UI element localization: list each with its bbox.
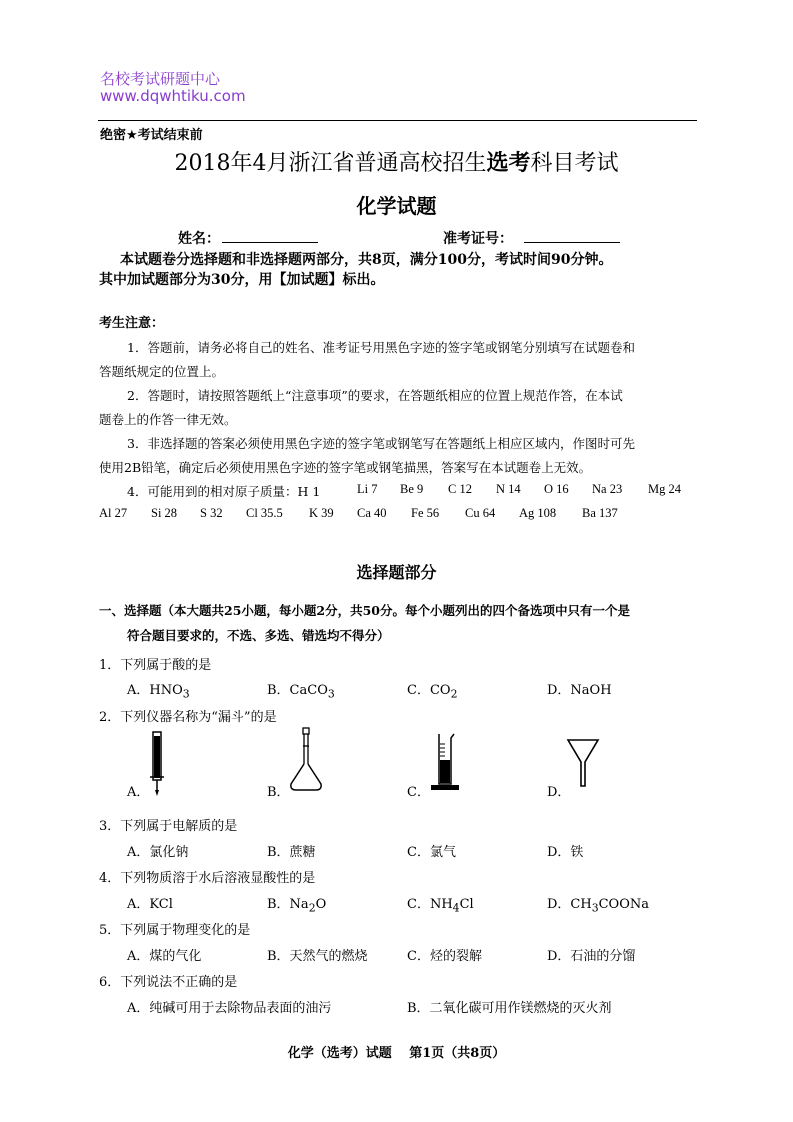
option-d[interactable]: D．石油的分馏 xyxy=(547,949,636,964)
mass-item: Mg 24 xyxy=(648,482,681,496)
question-stem: 3．下列属于电解质的是 xyxy=(99,819,238,834)
page-footer: 化学（选考）试题 第1页（共8页） xyxy=(287,1046,506,1061)
mass-item: Al 27 xyxy=(99,506,128,520)
mass-item: Si 28 xyxy=(151,506,178,520)
funnel-icon xyxy=(566,738,600,788)
mass-item: K 39 xyxy=(309,506,334,520)
mass-item: N 14 xyxy=(496,482,521,496)
question-stem: 5．下列属于物理变化的是 xyxy=(99,923,251,938)
option-b[interactable]: B．天然气的燃烧 xyxy=(267,949,368,964)
mass-item: Ca 40 xyxy=(357,506,387,520)
mass-item: Na 23 xyxy=(592,482,623,496)
option-a[interactable]: A．KCl xyxy=(127,897,173,912)
exam-title: 2018年4月浙江省普通高校招生选考科目考试 xyxy=(174,150,619,176)
id-label: 准考证号： xyxy=(443,231,513,247)
option-c[interactable]: C． xyxy=(407,785,430,800)
subject-title: 化学试题 xyxy=(356,194,437,218)
notice-line: 答题纸规定的位置上。 xyxy=(99,364,225,379)
header-divider xyxy=(98,120,697,121)
watermark-title: 名校考试研题中心 xyxy=(100,70,221,88)
notice-line: 使用2B铅笔，确定后必须使用黑色字迹的签字笔或钢笔描黑，答案写在本试题卷上无效。 xyxy=(99,460,592,475)
volumetric-flask-icon xyxy=(288,726,324,796)
option-d[interactable]: D．铁 xyxy=(547,845,584,860)
part-instructions-1: 一、选择题（本大题共25小题，每小题2分，共50分。每个小题列出的四个备选项中只有一个是 xyxy=(99,603,630,618)
notice-line: 2．答题时，请按照答题纸上“注意事项”的要求，在答题纸相应的位置上规范作答，在本试 xyxy=(127,388,623,403)
mass-item: Cl 35.5 xyxy=(246,506,283,520)
question-stem: 2．下列仪器名称为“漏斗”的是 xyxy=(99,710,277,725)
option-a[interactable]: A．氯化钠 xyxy=(127,845,189,860)
section-title: 选择题部分 xyxy=(356,563,437,582)
part-instructions-2: 符合题目要求的，不选、多选、错选均不得分） xyxy=(127,628,390,643)
notice-line: 题卷上的作答一律无效。 xyxy=(99,412,237,427)
question-stem: 4．下列物质溶于水后溶液显酸性的是 xyxy=(99,871,316,886)
option-b[interactable]: B．CaCO$_3$ xyxy=(267,683,335,701)
graduated-cylinder-icon xyxy=(428,732,462,794)
option-c[interactable]: C．烃的裂解 xyxy=(407,949,482,964)
option-b[interactable]: B．$Na_2O$ xyxy=(267,897,327,915)
option-b[interactable]: B．二氧化碳可用作镁燃烧的灭火剂 xyxy=(407,1001,612,1016)
notice-line: 1．答题前，请务必将自己的姓名、准考证号用黑色字迹的签字笔或钢笔分别填写在试题卷和 xyxy=(127,340,635,355)
mass-item: S 32 xyxy=(200,506,223,520)
option-c[interactable]: C．氯气 xyxy=(407,845,456,860)
mass-item: Ba 137 xyxy=(582,506,618,520)
notice-line: 3．非选择题的答案必须使用黑色字迹的签字笔或钢笔写在答题纸上相应区域内，作图时可先 xyxy=(127,436,635,451)
option-b[interactable]: B． xyxy=(267,785,290,800)
option-d[interactable]: D．NaOH xyxy=(547,683,612,698)
option-a[interactable]: A． xyxy=(127,785,150,800)
mass-item: Be 9 xyxy=(400,482,424,496)
name-field[interactable] xyxy=(222,242,318,243)
notice-heading: 考生注意： xyxy=(99,316,165,331)
intro-line-1: 本试题卷分选择题和非选择题两部分，共8页，满分100分，考试时间90分钟。 xyxy=(120,252,613,268)
option-a[interactable]: A．$HNO_3$ xyxy=(127,683,190,701)
option-a[interactable]: A．煤的气化 xyxy=(127,949,202,964)
option-d[interactable]: D．$CH_3COONa$ xyxy=(547,897,649,915)
mass-item: Li 7 xyxy=(357,482,378,496)
intro-line-2: 其中加试题部分为30分，用【加试题】标出。 xyxy=(99,272,385,288)
burette-icon xyxy=(147,730,167,800)
option-b[interactable]: B．蔗糖 xyxy=(267,845,316,860)
name-label: 姓名： xyxy=(178,231,220,247)
mass-item: C 12 xyxy=(448,482,472,496)
mass-item: O 16 xyxy=(544,482,569,496)
option-c[interactable]: C．$NH_4Cl$ xyxy=(407,897,474,915)
question-stem: 1．下列属于酸的是 xyxy=(99,658,212,673)
option-d[interactable]: D． xyxy=(547,785,571,800)
mass-item: Fe 56 xyxy=(411,506,440,520)
secret-label: 绝密★考试结束前 xyxy=(100,128,203,143)
watermark-url: www.dqwhtiku.com xyxy=(100,87,246,105)
notice-line: 4．可能用到的相对原子质量：H 1 xyxy=(127,484,321,499)
option-c[interactable]: C．$CO_2$ xyxy=(407,683,458,701)
mass-item: Cu 64 xyxy=(465,506,496,520)
question-stem: 6．下列说法不正确的是 xyxy=(99,975,238,990)
id-field[interactable] xyxy=(524,242,620,243)
mass-item: Ag 108 xyxy=(519,506,557,520)
option-a[interactable]: A．纯碱可用于去除物品表面的油污 xyxy=(127,1001,332,1016)
